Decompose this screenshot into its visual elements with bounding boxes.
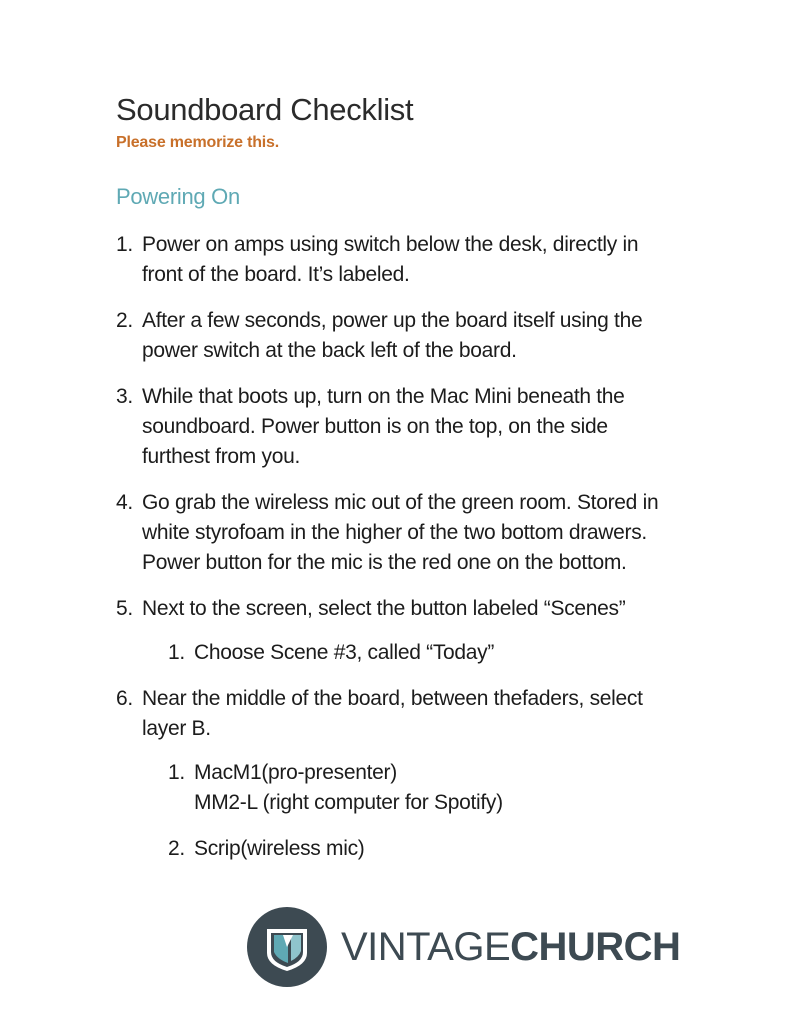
sub-list-item: [168, 834, 736, 864]
step-text: Power on amps using switch below the desk, directly in: [142, 233, 639, 256]
step-text: Near the middle of the board, between thefaders, select: [142, 687, 643, 710]
substep-number: 1.: [168, 761, 185, 784]
step-text: Go grab the wireless mic out of the green room. Stored in: [142, 491, 659, 514]
list-item: [116, 488, 736, 578]
substep-text: MM2-L (right computer for Spotify): [194, 791, 503, 814]
church-logo: [247, 906, 680, 988]
substep-text: Scrip(wireless mic): [194, 837, 365, 860]
step-text: After a few seconds, power up the board itself using the: [142, 309, 643, 332]
step-number: 2.: [116, 309, 133, 332]
substep-number: 1.: [168, 641, 185, 664]
substeps-list: [168, 638, 736, 668]
step-number: 6.: [116, 687, 133, 710]
step-text: Power button for the mic is the red one on the bottom.: [142, 551, 627, 574]
step-number: 4.: [116, 491, 133, 514]
step-number: 5.: [116, 597, 133, 620]
step-text: soundboard. Power button is on the top, on the side: [142, 415, 608, 438]
steps-list: [116, 230, 736, 880]
sub-list-item: [168, 638, 736, 668]
page-title: Soundboard Checklist: [116, 92, 414, 127]
vintage-church-shield-icon: [247, 907, 327, 987]
step-number: 3.: [116, 385, 133, 408]
list-item: [116, 306, 736, 366]
step-text: white styrofoam in the higher of the two bottom drawers.: [142, 521, 647, 544]
list-item: [116, 230, 736, 290]
step-text: furthest from you.: [142, 445, 300, 468]
logo-text-light: VINTAGE: [341, 924, 511, 969]
step-number: 1.: [116, 233, 133, 256]
list-item: [116, 382, 736, 472]
substep-text: Choose Scene #3, called “Today”: [194, 641, 495, 664]
sub-list-item: [168, 758, 736, 818]
list-item: [116, 684, 736, 864]
step-text: front of the board. It’s labeled.: [142, 263, 410, 286]
substeps-list: [168, 758, 736, 864]
step-text: power switch at the back left of the board.: [142, 339, 517, 362]
step-text: While that boots up, turn on the Mac Mini beneath the: [142, 385, 625, 408]
page-subtitle: Please memorize this.: [116, 134, 279, 151]
logo-text-bold: CHURCH: [510, 924, 681, 969]
step-text: layer B.: [142, 717, 211, 740]
substep-number: 2.: [168, 837, 185, 860]
logo-wordmark: [341, 925, 680, 970]
section-heading: Powering On: [116, 184, 240, 209]
substep-text: MacM1(pro-presenter): [194, 761, 397, 784]
list-item: [116, 594, 736, 668]
step-text: Next to the screen, select the button labeled “Scenes”: [142, 597, 626, 620]
